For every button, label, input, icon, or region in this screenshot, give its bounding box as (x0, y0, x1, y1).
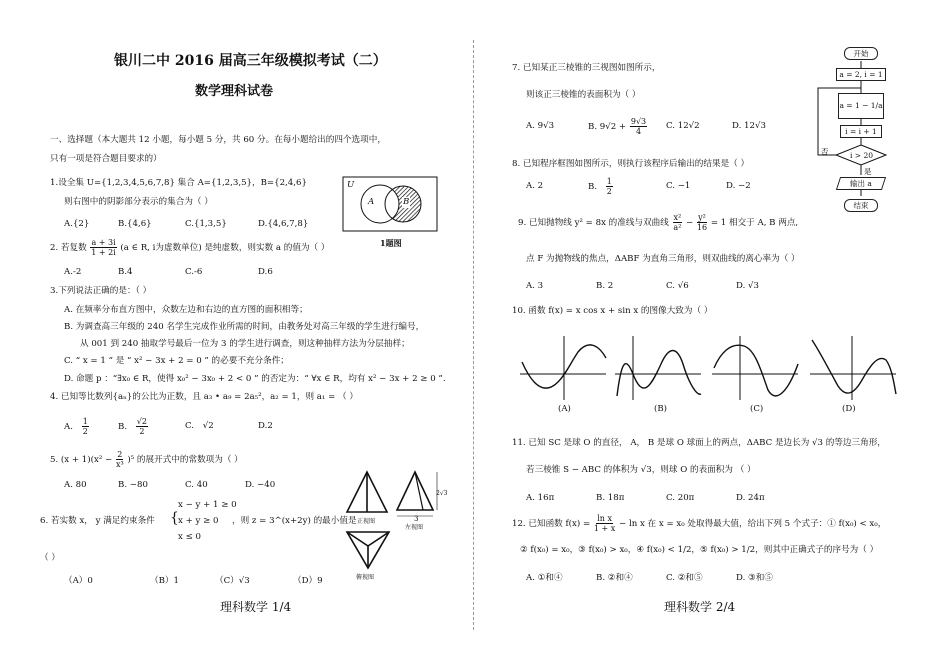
q8-option-b-frac (606, 177, 613, 196)
q9-f1-num: x² (673, 213, 682, 222)
front-view-figure (345, 470, 395, 515)
q9-frac-2 (697, 213, 707, 232)
q1-stem-2: 则右图中的阴影部分表示的集合为（ ） (64, 197, 213, 207)
q1-option-d: D.{4,6,7,8} (258, 219, 309, 229)
q4-option-a (64, 417, 90, 436)
q6-stem-pre: 6. 若实数 x， y 满足约束条件 (40, 516, 155, 526)
q4-option-b (118, 417, 149, 436)
q6-option-c: （C）√3 (215, 576, 250, 586)
front-view-label: 正视图 (357, 518, 376, 525)
q5-option-a: A. 80 (64, 480, 87, 490)
q2-fraction (90, 238, 116, 257)
flowchart-condition: i > 20 (850, 151, 873, 160)
q3-option-b-cont: 从 001 到 240 抽取学号最后一位为 3 的学生进行调查，则这种抽样方法为分层抽样； (80, 339, 410, 349)
venn-diagram (342, 176, 438, 232)
q12-stem (512, 514, 886, 533)
q9-option-b: B. 2 (596, 281, 614, 291)
flowchart-increment: i = i + 1 (840, 125, 882, 138)
q2-option-b: B.4 (118, 267, 133, 277)
q7-option-d: D. 12√3 (732, 121, 766, 131)
q2-stem-post: (a ∈ R, i为虚数单位) 是纯虚数，则实数 a 的值为（ ） (120, 243, 330, 253)
q10-graph-a (518, 334, 608, 402)
q10-label-b: (B) (654, 404, 668, 414)
q7-stem-2: 则该正三棱锥的表面积为（ ） (526, 90, 641, 100)
q6-constraint-2: x + y ≥ 0 (178, 516, 219, 526)
q7-option-b (588, 117, 648, 136)
q4-option-b-label: B. (118, 422, 128, 432)
q12-option-a: A. ①和④ (526, 573, 563, 583)
q12-fraction (594, 514, 615, 533)
q10-stem: 10. 函数 f(x) = x cos x + sin x 的图像大致为（ ） (512, 306, 713, 316)
q11-stem: 11. 已知 SC 是球 O 的直径， A， B 是球 O 球面上的两点，ΔABC 是边长为 √3 的等边三角形， (512, 438, 886, 448)
q9-stem-post: = 1 相交于 A, B 两点, (710, 218, 799, 228)
q11-option-b: B. 18π (596, 493, 625, 503)
q2-option-d: D.6 (258, 267, 273, 277)
q4-option-c (185, 421, 214, 432)
q12-option-b: B. ②和④ (596, 573, 633, 583)
q5-stem-pre: 5. (x + 1)(x² − (50, 455, 113, 465)
q10-graph-b (613, 334, 703, 402)
q9-stem: 9. 已知抛物线 y² = 8x 的准线与双曲线 $\frac{\text{x²}}{\text{a²}}$ − $\frac{\text{y²}}{16}$ = 1 相交于 A, B 两点, (518, 213, 799, 232)
q3-option-b: B. 为调查高三年级的 240 名学生完成作业所需的时间，由教务处对高三年级的学生进行编号， (64, 322, 425, 332)
q5-stem (50, 450, 243, 469)
q9-stem-pre: 9. 已知抛物线 y² = 8x 的准线与双曲线 (518, 218, 669, 228)
page-divider (473, 40, 474, 630)
q5-fraction (116, 450, 124, 469)
q9-option-a: A. 3 (526, 281, 544, 291)
q6-option-b: （B）1 (150, 576, 179, 586)
q12-option-d: D. ③和⑤ (736, 573, 773, 583)
q7-b-den: 4 (635, 127, 642, 136)
q10-label-c: (C) (750, 404, 764, 414)
flowchart-output (836, 177, 886, 190)
q9-option-c: C. √6 (666, 281, 689, 291)
q2-option-c: C.-6 (185, 267, 203, 277)
flowchart-init: a = 2, i = 1 (836, 68, 886, 81)
top-view-label: 俯视图 (356, 574, 375, 581)
q12-line-2: ② f(x₀) = x₀，③ f(x₀) > x₀，④ f(x₀) < 1/2，⑤ f(x₀) > 1/2，则其中正确式子的序号为（ ） (520, 545, 879, 555)
flowchart-start: 开始 (844, 47, 878, 60)
q4-option-c-value: √2 (202, 421, 214, 431)
q4-option-a-frac (82, 417, 89, 436)
q9-f2-num: y² (698, 213, 706, 222)
q9-stem-2: 点 F 为抛物线的焦点，ΔABF 为直角三角形，则双曲线的离心率为（ ） (526, 254, 800, 264)
q7-b-num: 9√3 (630, 117, 647, 126)
q12-numerator: ln x (597, 514, 612, 523)
top-view-figure (345, 528, 395, 573)
q11-stem-2: 若三棱锥 S − ABC 的体积为 √3，则球 O 的表面积为 （ ） (526, 465, 756, 475)
q4-option-a-label: A. (64, 422, 73, 432)
q1-option-c: C.{1,3,5} (185, 219, 227, 229)
q7-option-b-frac (630, 117, 647, 136)
q1-option-a: A.{2} (64, 219, 90, 229)
venn-label-u: U (347, 180, 355, 190)
q5-numerator: 2 (117, 450, 123, 459)
q8-option-b (588, 177, 614, 196)
q3-option-d: D. 命题 p ：“∃x₀ ∈ R，使得 x₀² − 3x₀ + 2 < 0 ” 的否定为：“ ∀x ∈ R，均有 x² − 3x + 2 ≥ 0 ”. (64, 374, 446, 384)
q6-option-a: （A）0 (64, 576, 93, 586)
q6-constraint-1: x − y + 1 ≥ 0 (178, 500, 237, 510)
q11-option-c: C. 20π (666, 493, 695, 503)
q5-denominator: x³ (115, 460, 124, 469)
footer-left: 理科数学 1/4 (220, 600, 292, 614)
flowchart-end: 结束 (844, 199, 878, 212)
q2-stem (50, 238, 329, 257)
q8-option-d: D. −2 (726, 181, 751, 191)
venn-label-b: B (403, 197, 410, 207)
q8-b-num: 1 (606, 177, 612, 186)
q4-b-den: 2 (139, 427, 145, 436)
q11-option-a: A. 16π (526, 493, 555, 503)
q10-label-d: (D) (842, 404, 856, 414)
q11-option-d: D. 24π (736, 493, 765, 503)
flowchart-output-label: 输出 a (850, 179, 872, 188)
q8-option-c: C. −1 (666, 181, 691, 191)
flowchart-yes-label: 是 (864, 167, 872, 176)
q12-option-c: C. ②和⑤ (666, 573, 703, 583)
q4-stem: 4. 已知等比数列{aₙ}的公比为正数，且 a₃ • a₉ = 2a₅²，a₂ = 1，则 a₁ = （ ） (50, 392, 358, 402)
q9-frac-1 (673, 213, 683, 232)
q6-constraint-3: x ≤ 0 (178, 532, 201, 542)
flowchart-assign-a: a = 1 − 1/a (838, 93, 884, 119)
q5-stem-post: )⁵ 的展开式中的常数项为（ ） (127, 455, 243, 465)
q4-option-d: D.2 (258, 421, 273, 431)
q12-stem-post: − ln x 在 x = x₀ 处取得最大值，给出下列 5 个式子：① f(x₀) < x₀， (619, 519, 887, 529)
section-heading: 一、选择题（本大题共 12 小题，每小题 5 分，共 60 分。在每小题给出的四个选项中， (50, 135, 386, 145)
q12-stem-pre: 12. 已知函数 f(x) = (512, 519, 591, 529)
q4-a-den: 2 (82, 427, 88, 436)
q1-stem: 1.设全集 U={1,2,3,4,5,6,7,8} 集合 A={1,2,3,5}，B={2,4,6} (50, 178, 307, 188)
page-left (0, 0, 470, 651)
side-view-label: 左视图 (405, 524, 424, 531)
q1-figure-caption: 1题图 (380, 238, 402, 248)
q5-option-d: D. −40 (245, 480, 276, 490)
q12-denominator: 1 + x (593, 524, 616, 533)
q7-stem: 7. 已知某正三棱锥的三视图如图所示， (512, 63, 661, 73)
q6-option-d: （D）9 (293, 576, 323, 586)
q4-option-c-label: C. (185, 421, 195, 431)
side-view-dim-height: 2√3 (436, 490, 448, 497)
q9-f2-den: 16 (696, 223, 708, 232)
q9-f1-den: a² (673, 223, 682, 232)
q9-option-d: D. √3 (736, 281, 759, 291)
q5-option-b: B. −80 (118, 480, 148, 490)
q7-option-b-label: B. 9√2 + (588, 122, 627, 132)
q4-b-num: √2 (136, 417, 147, 426)
flowchart-no-label: 否 (821, 147, 829, 156)
q3-option-a: A. 在频率分布直方图中，众数左边和右边的直方图的面积相等； (64, 305, 308, 315)
q2-numerator: a + 3i (91, 238, 116, 247)
q4-a-num: 1 (82, 417, 88, 426)
venn-label-a: A (368, 197, 375, 207)
section-heading-cont: 只有一项是符合题目要求的） (50, 154, 162, 164)
page-right (478, 0, 950, 651)
exam-subtitle: 数学理科试卷 (195, 84, 274, 99)
q8-b-den: 2 (606, 187, 612, 196)
q5-option-c: C. 40 (185, 480, 208, 490)
q1-option-b: B.{4,6} (118, 219, 152, 229)
q10-graph-d (808, 334, 898, 402)
footer-right: 理科数学 2/4 (664, 600, 736, 614)
q2-stem-pre: 2. 若复数 (50, 243, 87, 253)
q4-option-b-frac (136, 417, 148, 436)
q3-stem: 3.下列说法正确的是：（ ） (50, 286, 152, 296)
q8-option-b-label: B. (588, 182, 598, 192)
q10-graph-c (710, 334, 800, 402)
exam-title: 银川二中 2016 届高三年级模拟考试（二） (114, 53, 387, 69)
q7-option-c: C. 12√2 (666, 121, 700, 131)
q2-denominator: 1 + 2i (91, 248, 116, 257)
q3-option-c: C. “ x = 1 ” 是 “ x² − 3x + 2 = 0 ” 的必要不充分条件； (64, 356, 289, 366)
q8-option-a: A. 2 (526, 181, 544, 191)
q6-brace: { (170, 510, 179, 526)
q8-stem: 8. 已知程序框图如图所示，则执行该程序后输出的结果是（ ） (512, 159, 750, 169)
q6-paren: （ ） (40, 553, 60, 563)
q2-option-a: A.-2 (64, 267, 82, 277)
side-view-dim-width: 3 (414, 515, 419, 523)
q10-label-a: (A) (558, 404, 571, 414)
q7-option-a: A. 9√3 (526, 121, 555, 131)
q6-stem-post: ，则 z = 3^(x+2y) 的最小值是 (232, 516, 357, 526)
